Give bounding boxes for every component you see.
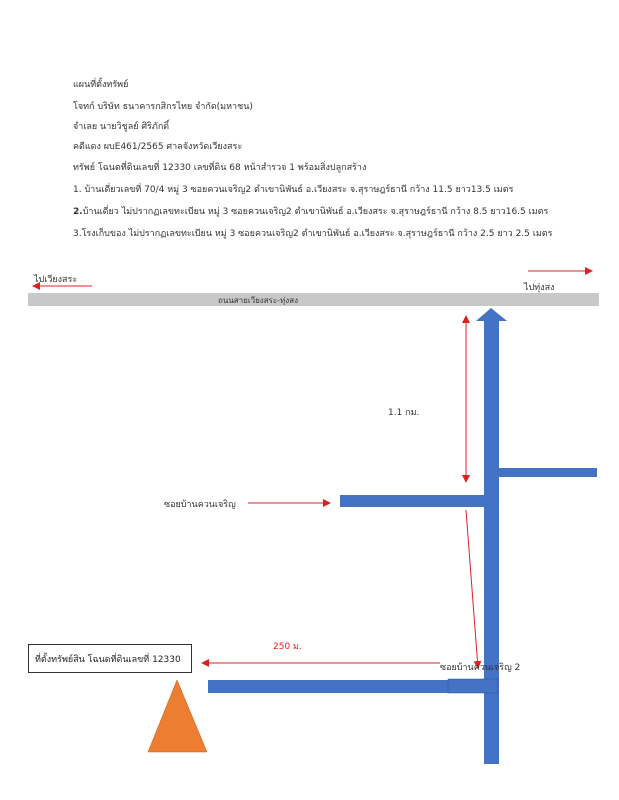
item-3: 3.โรงเก็บของ ไม่ปรากฏเลขทะเบียน หมู่ 3 ซอยควนเจริญ2 ตำเขานิพันธ์ อ.เวียงสระ จ.สุราษฎร์ธานี กว้าง 2.5 ยาว 2.5 เมตร <box>73 229 553 239</box>
distance-label-250m: 250 ม. <box>273 642 302 652</box>
soi2-junction <box>448 679 498 693</box>
soi2-label: ซอยบ้านควนเจริญ 2 <box>440 663 521 673</box>
label-to-wiangsa: ไปเวียงสระ <box>34 275 78 285</box>
right-branch-road <box>499 468 597 477</box>
item-2: 2.บ้านเดี่ยว ไม่ปรากฏเลขทะเบียน หมู่ 3 ซอยควนเจริญ2 ตำเขานิพันธ์ อ.เวียงสระ จ.สุราษฎร์ธานี กว้าง 8.5 ยาว16.5 เมตร <box>73 207 549 217</box>
main-road <box>28 293 599 306</box>
case-line: คดีแดง ผบE461/2565 ศาลจังหวัดเวียงสระ <box>73 142 243 152</box>
property-line: ทรัพย์ โฉนดที่ดินเลขที่ 12330 เลขที่ดิน 68 หน้าสำรวจ 1 พร้อมสิ่งปลูกสร้าง <box>73 163 367 173</box>
distance-arrow-soi2 <box>466 510 478 668</box>
property-marker-triangle <box>148 680 207 752</box>
property-location-box: ที่ตั้งทรัพย์สิน โฉนดที่ดินเลขที่ 12330 <box>28 644 192 673</box>
plaintiff-line: โจทก์ บริษัท ธนาคารกสิกรไทย จำกัด(มหาชน) <box>73 102 253 112</box>
road-arrowhead <box>476 308 507 321</box>
doc-title: แผนที่ตั้งทรัพย์ <box>73 80 129 90</box>
road-name: ถนนสายเวียงสระ-ทุ่งสง <box>218 296 298 305</box>
soi1-label: ซอยบ้านควนเจริญ <box>164 500 236 510</box>
soi-vertical-road <box>484 320 499 764</box>
defendant-line: จำเลย นายวิชูลย์ ศิริภักดิ์ <box>73 122 170 132</box>
soi2-road <box>208 680 484 693</box>
soi1-road <box>340 495 484 507</box>
item-1: 1. บ้านเดี่ยวเลขที่ 70/4 หมู่ 3 ซอยควนเจริญ2 ตำเขานิพันธ์ อ.เวียงสระ จ.สุราษฎร์ธานี กว้าง 11.5 ยาว13.5 เมตร <box>73 185 514 195</box>
distance-label-main: 1.1 กม. <box>388 408 420 418</box>
label-to-thungsong: ไปทุ่งสง <box>524 283 555 293</box>
